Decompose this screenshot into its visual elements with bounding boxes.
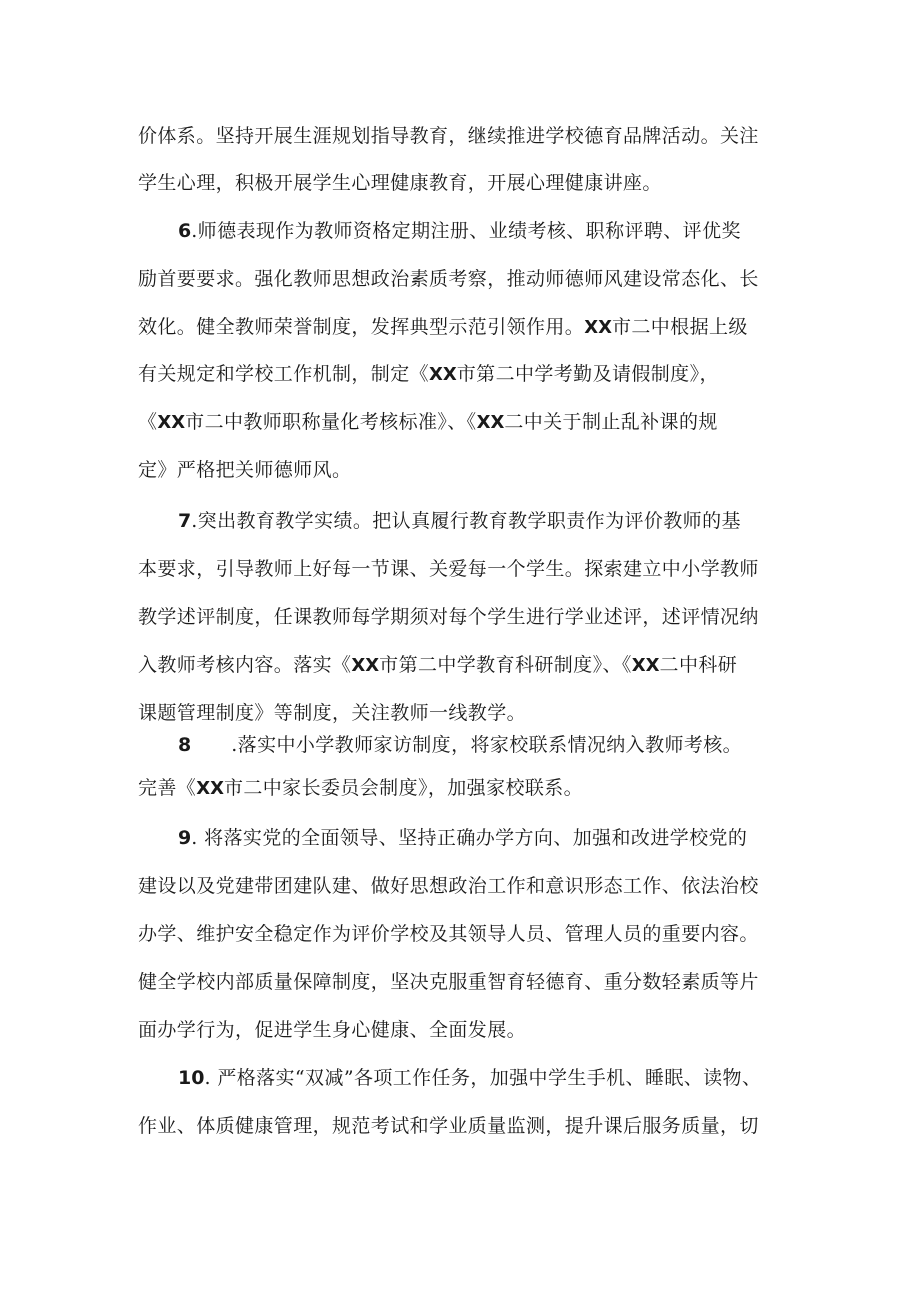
text: 市二中根据上级 [611,316,748,338]
paragraph-line [138,557,759,581]
placeholder-xx: XX [196,778,224,799]
text: 健全学校内部质量保障制度，坚决克服重智育轻德育、重分数轻素质等片 [138,971,759,993]
paragraph-line [138,267,759,291]
paragraph-line [138,922,759,946]
paragraph-line [138,124,759,148]
paragraph-line [138,605,759,629]
text: 市第二中学考勤及请假制度》， [456,363,719,385]
text: 本要求，引导教师上好每一节课、关爱每一个学生。探索建立中小学教师 [138,558,759,580]
paragraph-line [178,733,742,757]
paragraph-line [138,458,351,482]
text: 建设以及党建带团建队建、做好思想政治工作和意识形态工作、依法治校 [138,875,759,897]
text: . 严格落实“双减”各项工作任务，加强中学生手机、睡眠、读物、 [204,1067,762,1089]
text: 完善《 [138,777,197,799]
text: 面办学行为，促进学生身心健康、全面发展。 [138,1019,527,1041]
placeholder-xx: XX [584,317,612,338]
placeholder-xx: XX [157,412,186,433]
text: 办学、维护安全稳定作为评价学校及其领导人员、管理人员的重要内容。 [138,923,759,945]
paragraph-line [138,701,526,725]
text: 二中关于制止乱补课的规 [504,411,718,433]
text: 《 [138,411,158,433]
placeholder-xx: XX [429,364,457,385]
text: .落实中小学教师家访制度，将家校联系情况纳入教师考核。 [231,734,743,756]
text: 效化。健全教师荣誉制度，发挥典型示范引领作用。 [138,316,585,338]
paragraph-line [178,826,747,850]
paragraph-line [138,410,718,435]
paragraph-line [138,362,719,387]
placeholder-xx: XX [631,655,660,676]
paragraph-line [138,776,583,801]
item-number: 10 [178,1067,205,1089]
text: 有关规定和学校工作机制，制定《 [138,363,430,385]
text: 作业、体质健康管理，规范考试和学业质量监测，提升课后服务质量，切 [138,1115,759,1137]
paragraph-line [138,874,759,898]
item-number: 8 [178,734,192,756]
text: .突出教育教学实绩。把认真履行教育教学职责作为评价教师的基 [191,510,741,532]
text: . 将落实党的全面领导、坚持正确办学方向、加强和改进学校党的 [191,827,748,849]
paragraph-line [178,509,741,533]
text: 课题管理制度》等制度，关注教师一线教学。 [138,702,527,724]
item-number: 6 [178,220,192,242]
paragraph-line [138,970,759,994]
text: 二中科研 [659,654,738,676]
placeholder-xx: XX [351,655,380,676]
text: .师德表现作为教师资格定期注册、业绩考核、职称评聘、评优奖 [191,220,741,242]
paragraph-line [178,1066,761,1090]
text: 市第二中学教育科研制度》、《 [379,654,632,676]
text: 价体系。坚持开展生涯规划指导教育，继续推进学校德育品牌活动。关注 [138,125,759,147]
text: 定》严格把关师德师风。 [138,459,352,481]
paragraph-line [138,315,748,340]
paragraph-line [138,1018,526,1042]
item-number: 7 [178,510,192,532]
paragraph-line [178,219,741,243]
item-number: 9 [178,827,192,849]
paragraph-line [138,1114,759,1138]
paragraph-line [138,171,662,195]
text: 入教师考核内容。落实《 [138,654,352,676]
text: 学生心理，积极开展学生心理健康教育，开展心理健康讲座。 [138,172,662,194]
text: 市二中教师职称量化考核标准》、《 [185,411,477,433]
paragraph-line [138,653,737,678]
text: 市二中家长委员会制度》，加强家校联系。 [223,777,584,799]
text: 教学述评制度，任课教师每学期须对每个学生进行学业述评，述评情况纳 [138,606,759,628]
placeholder-xx: XX [476,412,505,433]
text: 励首要要求。强化教师思想政治素质考察，推动师德师风建设常态化、长 [138,268,759,290]
